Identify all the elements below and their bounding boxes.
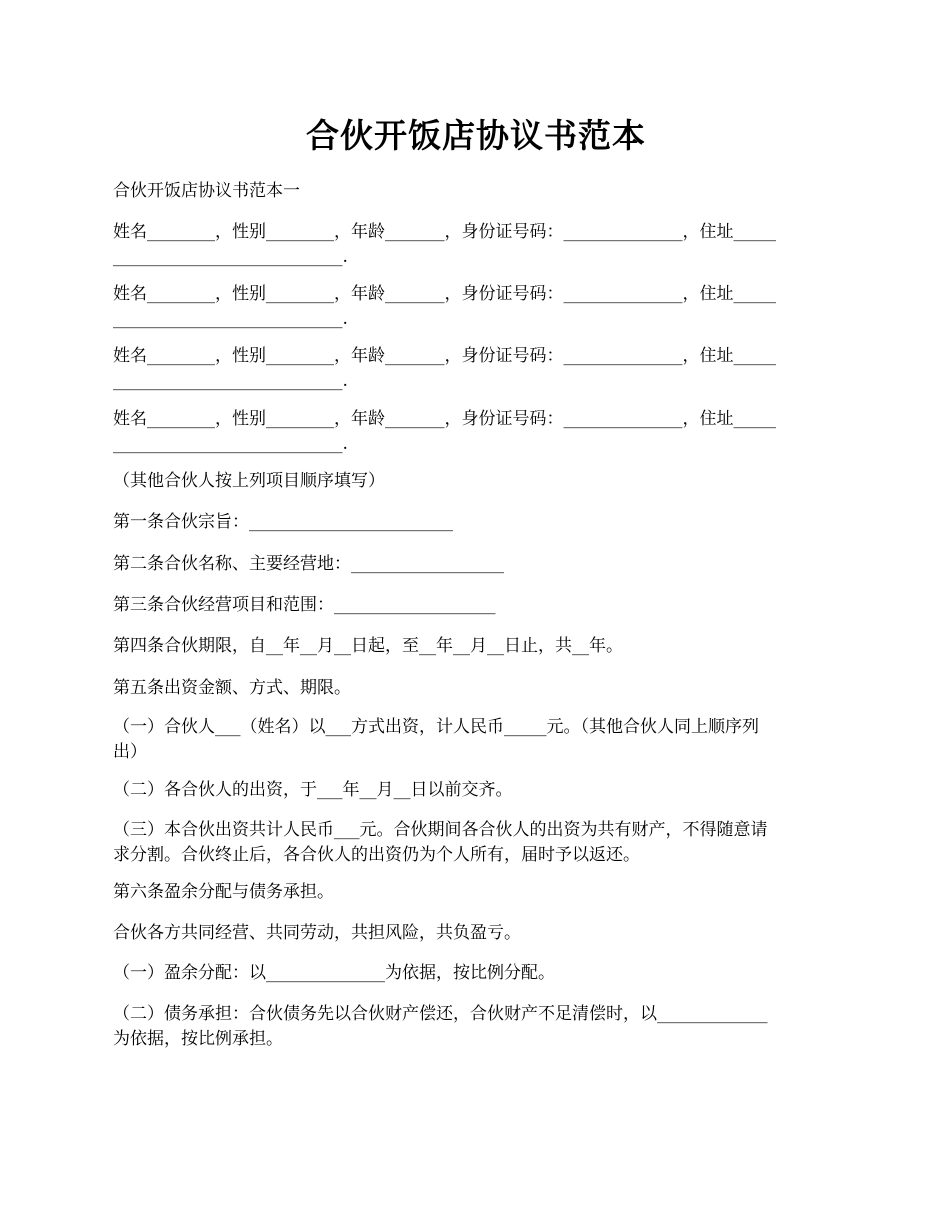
partner-row [113, 220, 839, 270]
article-5: 第五条出资金额、方式、期限。 [113, 678, 351, 698]
fill-note: （其他合伙人按上列项目顺序填写） [113, 471, 385, 491]
clause-line-2: 求分割。合伙终止后，各合伙人的出资仍为个人所有，届时予以返还。 [113, 845, 640, 865]
clause-line-1: （三）本合伙出资共计人民币___元。合伙期间各合伙人的出资为共有财产，不得随意请 [113, 820, 768, 840]
document-subtitle: 合伙开饭店协议书范本一 [113, 181, 300, 201]
partner-line-1: 姓名________，性别________，年龄_______，身份证号码：______________，住址_____ [113, 346, 776, 366]
article-4: 第四条合伙期限，自__年__月__日起，至__年__月__日止，共__年。 [113, 636, 623, 656]
partner-line-2: ___________________________. [113, 309, 348, 329]
partner-row [113, 407, 839, 457]
partner-line-1: 姓名________，性别________，年龄_______，身份证号码：______________，住址_____ [113, 222, 776, 242]
partner-line-2: ___________________________. [113, 247, 348, 267]
document-title: 合伙开饭店协议书范本 [306, 116, 646, 155]
article-5-clause-2: （二）各合伙人的出资，于___年__月__日以前交齐。 [113, 780, 513, 800]
clause-line-1: （一）合伙人___（姓名）以___方式出资，计人民币_____元。（其他合伙人同上顺序列 [113, 717, 759, 737]
article-6: 第六条盈余分配与债务承担。 [113, 882, 334, 902]
article-1: 第一条合伙宗旨：________________________ [113, 512, 453, 532]
clause-line-2: 为依据，按比例承担。 [113, 1029, 283, 1049]
partner-line-1: 姓名________，性别________，年龄_______，身份证号码：______________，住址_____ [113, 409, 776, 429]
article-5-clause-1 [113, 715, 839, 765]
partner-row [113, 344, 839, 394]
clause-line-1: （二）债务承担：合伙债务先以合伙财产偿还，合伙财产不足清偿时，以_____________ [113, 1004, 768, 1024]
partner-row [113, 282, 839, 332]
clause-line-2: 出） [113, 742, 147, 762]
partner-line-1: 姓名________，性别________，年龄_______，身份证号码：______________，住址_____ [113, 284, 776, 304]
partner-line-2: ___________________________. [113, 434, 348, 454]
article-5-clause-3 [113, 818, 839, 868]
article-6-clause-1: （一）盈余分配：以______________为依据，按比例分配。 [113, 963, 555, 983]
article-6-clause-2 [113, 1002, 839, 1052]
article-3: 第三条合伙经营项目和范围：___________________ [113, 595, 496, 615]
article-2: 第二条合伙名称、主要经营地：__________________ [113, 554, 504, 574]
partner-line-2: ___________________________. [113, 371, 348, 391]
article-6-intro: 合伙各方共同经营、共同劳动，共担风险，共负盈亏。 [113, 923, 521, 943]
